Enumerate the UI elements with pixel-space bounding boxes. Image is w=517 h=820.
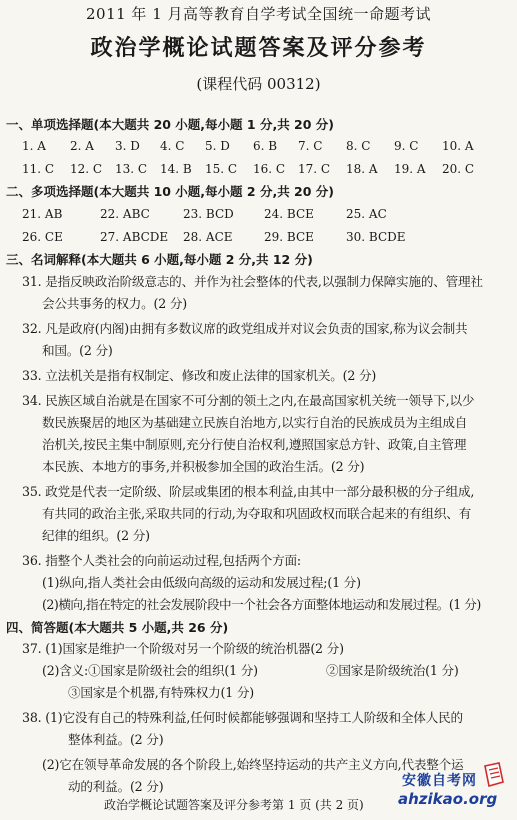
answer-item: 12. C	[70, 162, 103, 176]
answer-item: 10. A	[442, 139, 474, 153]
answer-item: 27. ABCDE	[100, 230, 169, 244]
answer-line: 34. 民族区域自治就是在国家不可分割的领土之内,在最高国家机关统一领导下,以少	[22, 393, 475, 408]
answers-row-1	[22, 138, 492, 154]
answer-line: (1)纵向,指人类社会由低级向高级的运动和发展过程;(1 分)	[42, 575, 361, 590]
answer-line: 会公共事务的权力。(2 分)	[42, 296, 187, 311]
red-paper-icon	[482, 762, 506, 788]
answer-line: 动的利益。(2 分)	[68, 779, 164, 794]
answer-item: 22. ABC	[100, 207, 150, 221]
answer-item: 3. D	[115, 139, 140, 153]
answer-line: 38. (1)它没有自己的特殊利益,任何时候都能够强调和坚持工人阶级和全体人民的	[22, 710, 463, 725]
answer-line: 32. 凡是政府(内阁)由拥有多数议席的政党组成并对议会负责的国家,称为议会制共	[22, 321, 468, 336]
answer-item: 25. AC	[346, 207, 387, 221]
answer-item: 19. A	[394, 162, 426, 176]
answer-line: 31. 是指反映政治阶级意志的、并作为社会整体的代表,以强制力保障实施的、管理社	[22, 274, 483, 289]
page-title: 政治学概论试题答案及评分参考	[90, 36, 427, 61]
section-1-heading: 一、单项选择题(本大题共 20 小题,每小题 1 分,共 20 分)	[6, 117, 335, 132]
answer-item: 18. A	[346, 162, 378, 176]
answer-item: 4. C	[160, 139, 185, 153]
answer-item: 13. C	[115, 162, 148, 176]
answer-line: 整体利益。(2 分)	[68, 732, 164, 747]
answer-line: 37. (1)国家是维护一个阶级对另一个阶级的统治机器(2 分)	[22, 641, 344, 656]
answer-line: 和国。(2 分)	[42, 343, 113, 358]
answer-line: 36. 指整个人类社会的向前运动过程,包括两个方面:	[22, 553, 301, 568]
answer-line: (2)含义:①国家是阶级社会的组织(1 分)	[42, 663, 258, 678]
exam-header: 2011 年 1 月高等教育自学考试全国统一命题考试	[85, 5, 432, 23]
watermark-site-name: 安徽自考网	[402, 773, 477, 789]
answer-item: 15. C	[205, 162, 238, 176]
course-code: (课程代码 00312)	[196, 75, 321, 93]
answers-row-2	[22, 161, 492, 177]
section-3-heading: 三、名词解释(本大题共 6 小题,每小题 2 分,共 12 分)	[6, 252, 313, 267]
answer-item: 8. C	[346, 139, 371, 153]
answer-item: 14. B	[160, 162, 192, 176]
answer-item: 6. B	[253, 139, 278, 153]
answer-line: 本民族、本地方的事务,并积极参加全国的政治生活。(2 分)	[42, 459, 365, 474]
answer-line: 有共同的政治主张,采取共同的行动,为夺取和巩固政权而联合起来的有组织、有	[42, 506, 471, 521]
answer-item: 23. BCD	[183, 207, 234, 221]
page-footer: 政治学概论试题答案及评分参考第 1 页 (共 2 页)	[104, 798, 364, 812]
answer-item: 30. BCDE	[346, 230, 406, 244]
section-4-heading: 四、简答题(本大题共 5 小题,共 26 分)	[6, 620, 229, 635]
answer-item: 28. ACE	[183, 230, 233, 244]
answers-row-4	[22, 229, 426, 245]
section-2-heading: 二、多项选择题(本大题共 10 小题,每小题 2 分,共 20 分)	[6, 184, 335, 199]
answer-line: ②国家是阶级统治(1 分)	[326, 663, 459, 678]
answer-line: 数民族聚居的地区为基础建立民族自治地方,以实行自治的民族成员为主组成自	[42, 415, 468, 430]
answer-item: 5. D	[205, 139, 230, 153]
answer-line: 35. 政党是代表一定阶级、阶层或集团的根本利益,由其中一部分最积极的分子组成,	[22, 484, 475, 499]
answer-item: 21. AB	[22, 207, 63, 221]
answer-item: 26. CE	[22, 230, 63, 244]
answer-item: 9. C	[394, 139, 419, 153]
answers-row-3	[22, 206, 416, 222]
answer-item: 20. C	[442, 162, 475, 176]
answer-item: 7. C	[298, 139, 323, 153]
answer-item: 11. C	[22, 162, 55, 176]
answer-line: (2)横向,指在特定的社会发展阶段中一个社会各方面整体地运动和发展过程。(1 分)	[42, 597, 481, 612]
answer-item: 24. BCE	[264, 207, 314, 221]
answer-line: 33. 立法机关是指有权制定、修改和废止法律的国家机关。(2 分)	[22, 368, 377, 383]
answer-line: ③国家是个机器,有特殊权力(1 分)	[68, 685, 254, 700]
answer-line: 治机关,按民主集中制原则,充分行使自治权利,遵照国家总方针、政策,自主管理	[42, 437, 467, 452]
answer-line: (2)它在领导革命发展的各个阶段上,始终坚持运动的共产主义方向,代表整个运	[42, 757, 464, 772]
answer-item: 17. C	[298, 162, 331, 176]
watermark-url[interactable]: ahzikao.org	[398, 790, 498, 808]
site-watermark	[398, 770, 510, 814]
answer-item: 29. BCE	[264, 230, 314, 244]
answer-item: 1. A	[22, 139, 46, 153]
answer-line: 纪律的组织。(2 分)	[42, 528, 150, 543]
answer-item: 16. C	[253, 162, 286, 176]
answer-item: 2. A	[70, 139, 94, 153]
